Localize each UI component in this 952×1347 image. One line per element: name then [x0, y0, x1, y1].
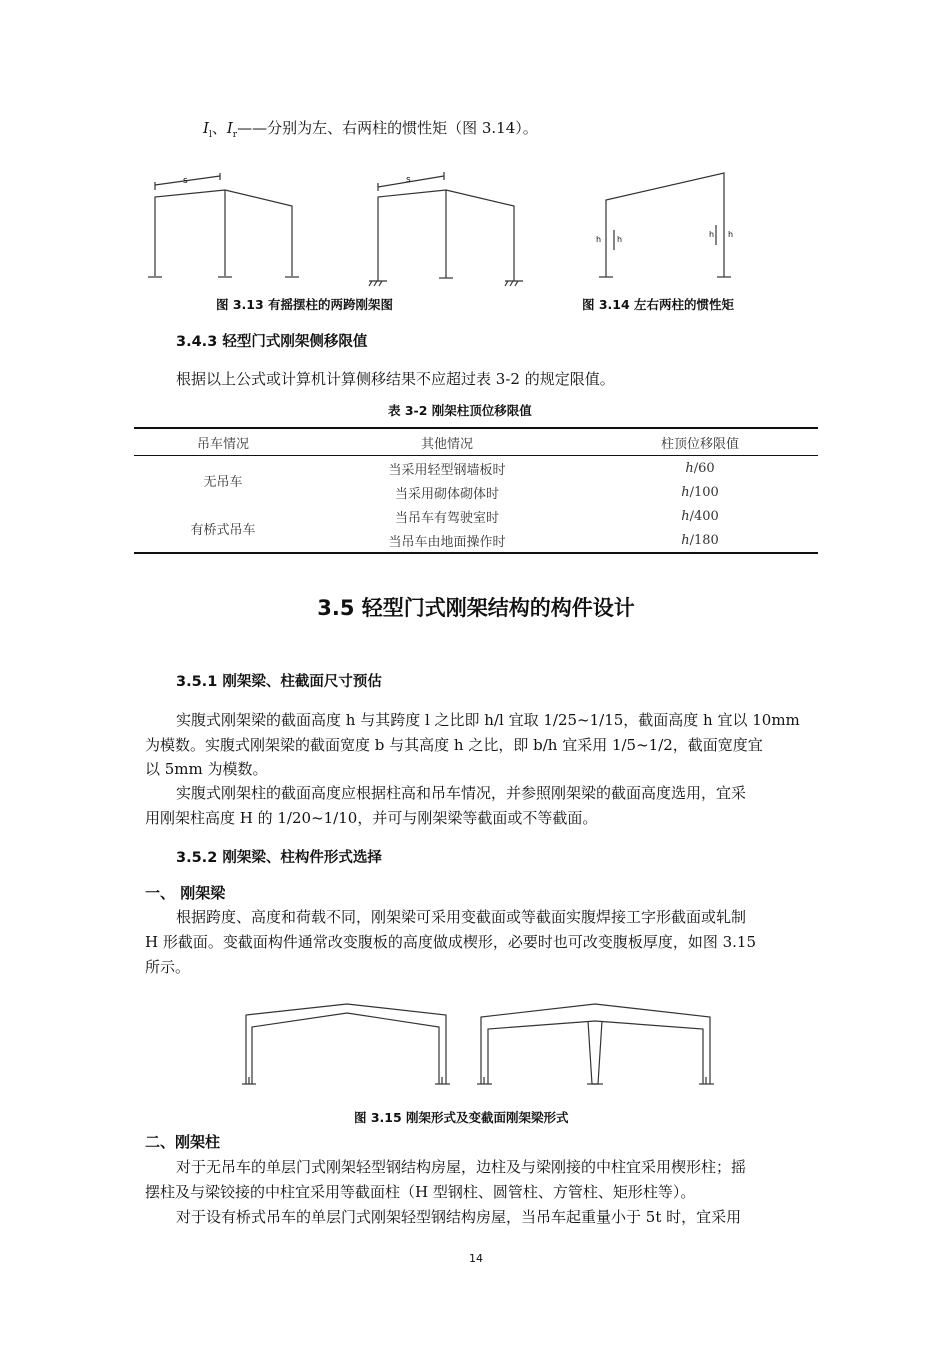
table-cell-other: 当吊车有驾驶室时 [394, 510, 499, 526]
fig313-span-label-right: s [406, 175, 411, 185]
page-number: 14 [469, 1252, 483, 1265]
table-cell-limit: h/60 [685, 460, 715, 476]
para-3-5-2-line-2: H 形截面。变截面构件通常改变腹板的高度做成楔形，必要时也可改变腹板厚度，如图 3.15 [145, 933, 757, 951]
table-cell-limit: h/100 [681, 484, 719, 500]
table-cell-limit: h/180 [582, 528, 818, 553]
table-group-name: 无吊车 [203, 474, 243, 490]
fig314-h-label-1: h [596, 235, 602, 244]
heading-3-5-1: 3.5.1 刚架梁、柱截面尺寸预估 [176, 674, 382, 690]
heading-3-5-2: 3.5.2 刚架梁、柱构件形式选择 [176, 850, 382, 866]
table-row [134, 456, 818, 481]
fig314-h-label-3: h [709, 230, 715, 239]
table-cell-limit: h/400 [681, 508, 719, 524]
fig314-h-label-2: h [617, 235, 623, 244]
table-header-crane: 吊车情况 [134, 428, 312, 456]
inertia-definition-line: $I_l$、$I_r——$分别为左、右两柱的惯性矩（图 3.14）。 [203, 119, 538, 140]
table-cell-other: 当采用砌体砌体时 [394, 486, 499, 502]
para-column-line-2: 摆柱及与梁铰接的中柱宜采用等截面柱（H 型钢柱、圆管柱、方管柱、矩形柱等）。 [145, 1183, 696, 1201]
section-3-5-title: 3.5 轻型门式刚架结构的构件设计 [317, 596, 635, 620]
para-3-5-1-line-3: 以 5mm 为模数。 [145, 760, 268, 778]
subheading-beam: 一、 刚架梁 [145, 884, 226, 902]
table-cell-other: 当采用轻型钢墙板时 [388, 462, 506, 478]
fig313-caption: 图 3.13 有摇摆柱的两跨刚架图 [216, 297, 394, 312]
table-3-2 [134, 427, 818, 554]
table-3-2-caption: 表 3-2 刚架柱顶位移限值 [388, 403, 532, 418]
table-group-name: 有桥式吊车 [134, 504, 312, 553]
heading-3-4-3: 3.4.3 轻型门式刚架侧移限值 [176, 334, 368, 350]
fig314-h-label-4: h [728, 230, 734, 239]
subheading-column: 二、刚架柱 [145, 1133, 221, 1151]
table-header-limit: 柱顶位移限值 [582, 428, 818, 456]
para-3-5-2-line-1: 根据跨度、高度和荷载不同，刚架梁可采用变截面或等截面实腹焊接工字形截面或轧制 [176, 908, 747, 926]
para-3-5-1-line-2: 为模数。实腹式刚架梁的截面宽度 b 与其高度 h 之比，即 b/h 宜采用 1/5~1/2，截面宽度宜 [145, 736, 763, 754]
paragraph-3-4-3: 根据以上公式或计算机计算侧移结果不应超过表 3-2 的规定限值。 [176, 370, 615, 388]
para-3-5-1-line-1: 实腹式刚架梁的截面高度 h 与其跨度 l 之比即 h/l 宜取 1/25~1/15，截面高度 h 宜以 10mm [176, 711, 800, 729]
para-3-5-2-line-3: 所示。 [145, 958, 191, 976]
table-header-row [134, 428, 818, 456]
table-header-other: 其他情况 [312, 428, 582, 456]
para-3-5-1b-line-2: 用刚架柱高度 H 的 1/20~1/10，并可与刚架梁等截面或不等截面。 [145, 809, 598, 827]
table-row [134, 504, 818, 528]
fig315-caption: 图 3.15 刚架形式及变截面刚架梁形式 [354, 1110, 569, 1125]
para-column-line-3: 对于设有桥式吊车的单层门式刚架轻型钢结构房屋，当吊车起重量小于 5t 时，宜采用 [176, 1208, 742, 1226]
para-3-5-1b-line-1: 实腹式刚架柱的截面高度应根据柱高和吊车情况，并参照刚架梁的截面高度选用，宜采 [176, 784, 747, 802]
fig313-span-label-left: s [183, 176, 188, 186]
table-cell-other: 当吊车由地面操作时 [312, 528, 582, 553]
fig314-caption: 图 3.14 左右两柱的惯性矩 [582, 297, 735, 312]
para-column-line-1: 对于无吊车的单层门式刚架轻型钢结构房屋，边柱及与梁刚接的中柱宜采用楔形柱；摇 [176, 1158, 747, 1176]
